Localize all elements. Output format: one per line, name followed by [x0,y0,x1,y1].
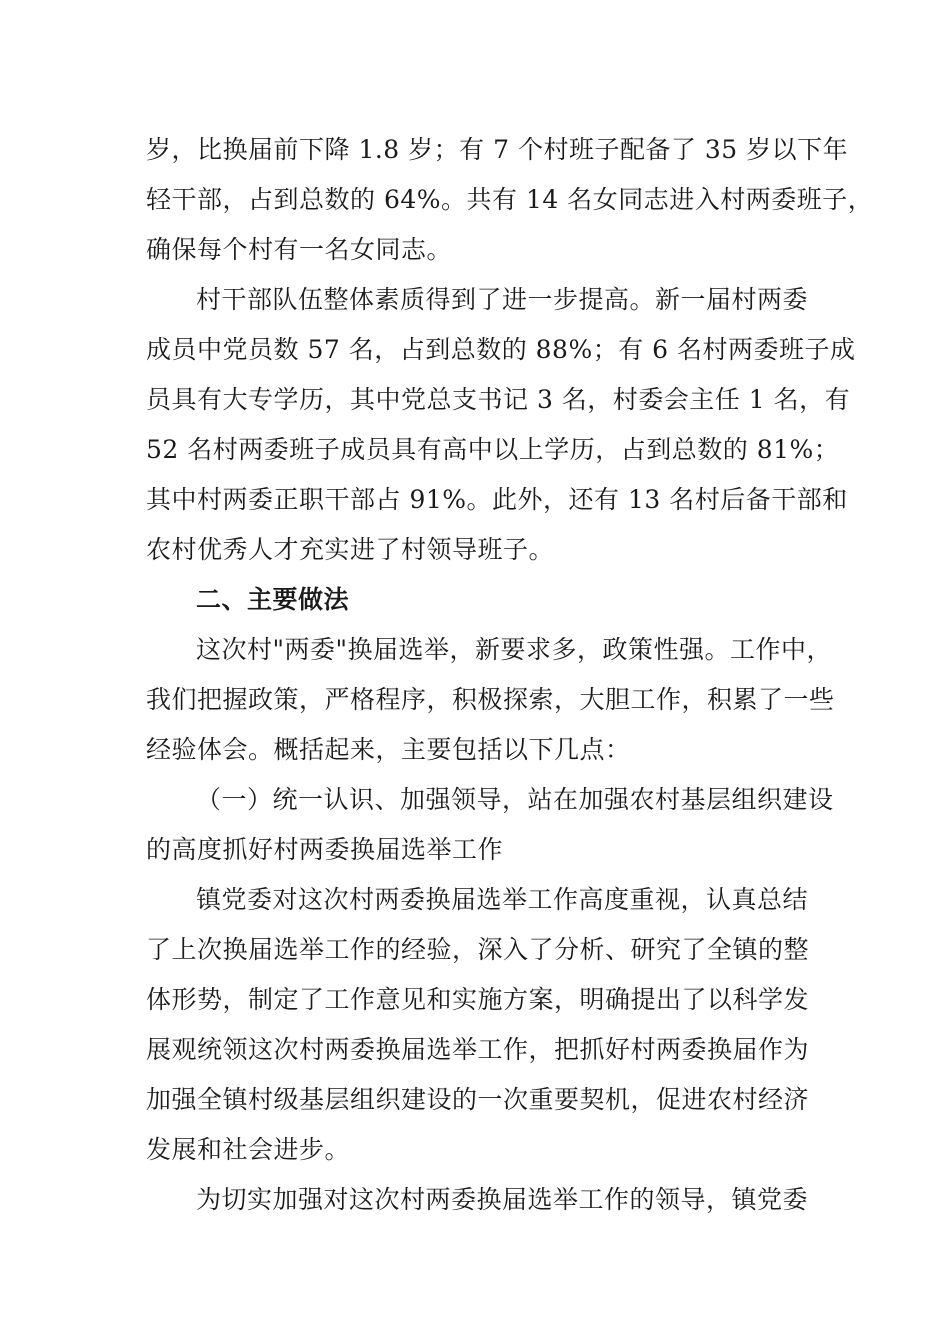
text-line: 体形势，制定了工作意见和实施方案，明确提出了以科学发 [146,985,810,1014]
text-line: 轻干部，占到总数的 64%。共有 14 名女同志进入村两委班子， [146,185,874,214]
text-line: 我们把握政策，严格程序，积极探索，大胆工作，积累了一些 [146,685,835,714]
text-line: 成员中党员数 57 名，占到总数的 88%；有 6 名村两委班子成 [146,335,856,364]
text-line: 展观统领这次村两委换届选举工作，把抓好村两委换届作为 [146,1035,810,1064]
section-heading: 二、主要做法 [196,585,350,614]
text-line: 员具有大专学历，其中党总支书记 3 名，村委会主任 1 名，有 [146,385,851,414]
text-line: 这次村"两委"换届选举，新要求多，政策性强。工作中， [196,635,833,664]
text-line: 其中村两委正职干部占 91%。此外，还有 13 名村后备干部和 [146,485,848,514]
text-line: 为切实加强对这次村两委换届选举工作的领导，镇党委 [196,1185,809,1214]
text-line: 加强全镇村级基层组织建设的一次重要契机，促进农村经济 [146,1085,810,1114]
subsection-heading: （一）统一认识、加强领导，站在加强农村基层组织建设 [196,785,834,814]
text-line: 村干部队伍整体素质得到了进一步提高。新一届村两委 [196,285,809,314]
text-line: 发展和社会进步。 [146,1135,351,1164]
text-line: 确保每个村有一名女同志。 [146,235,453,264]
subsection-heading: 的高度抓好村两委换届选举工作 [146,835,504,864]
text-line: 52 名村两委班子成员具有高中以上学历，占到总数的 81%； [146,435,840,464]
text-line: 经验体会。概括起来，主要包括以下几点： [146,735,631,764]
text-line: 镇党委对这次村两委换届选举工作高度重视，认真总结 [196,885,809,914]
text-line: 了上次换届选举工作的经验，深入了分析、研究了全镇的整 [146,935,810,964]
text-line: 农村优秀人才充实进了村领导班子。 [146,535,555,564]
text-line: 岁，比换届前下降 1.8 岁；有 7 个村班子配备了 35 岁以下年 [146,135,849,164]
